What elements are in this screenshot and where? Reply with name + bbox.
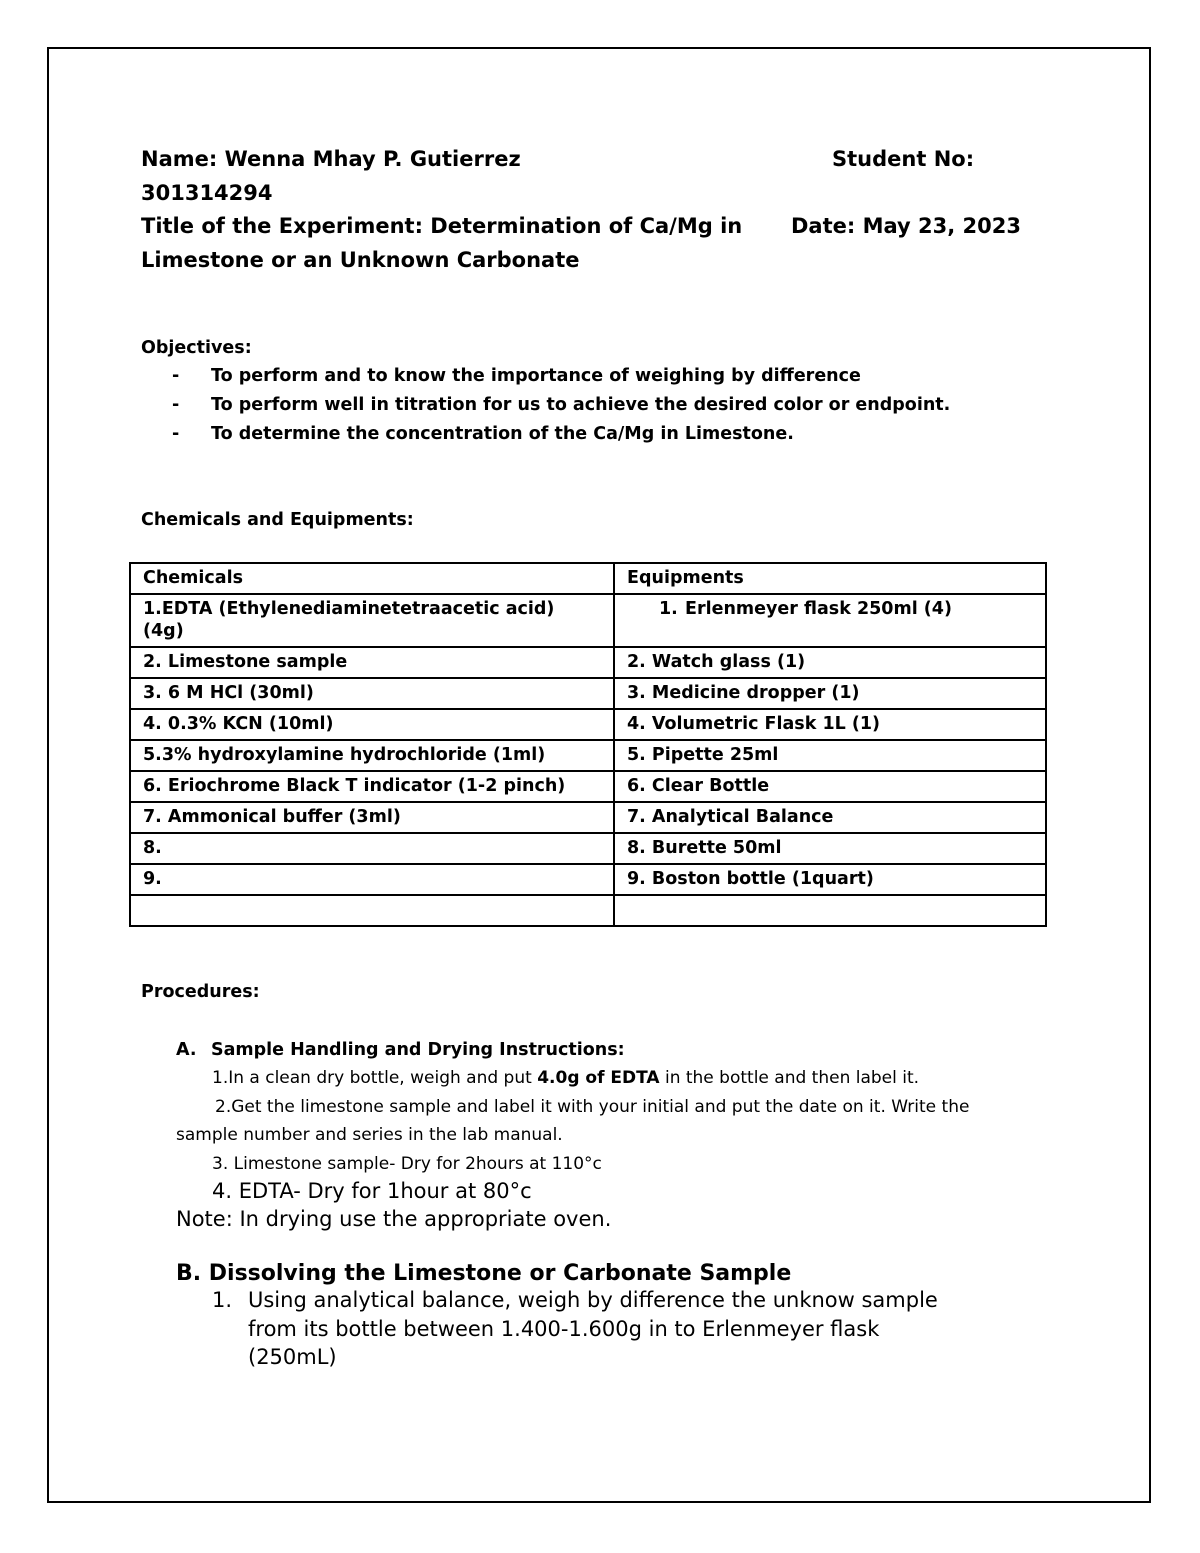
- chemical-cell: 3. 6 M HCl (30ml): [130, 678, 614, 709]
- table-row: [130, 678, 1046, 709]
- student-no-value: 301314294: [141, 181, 273, 205]
- col-chemicals: Chemicals: [130, 563, 614, 594]
- equipment-text: Erlenmeyer flask 250ml (4): [685, 599, 952, 619]
- table-row: [130, 740, 1046, 771]
- equipment-cell: [614, 594, 1046, 647]
- experiment-title-cont: Limestone or an Unknown Carbonate: [141, 248, 580, 272]
- chemical-cell: 2. Limestone sample: [130, 647, 614, 678]
- experiment-title: Title of the Experiment: Determination of Ca/Mg in: [141, 214, 743, 238]
- objective-item: To determine the concentration of the Ca/Mg in Limestone.: [211, 424, 794, 444]
- student-no-label: Student No:: [832, 147, 975, 171]
- table-row: [130, 594, 1046, 647]
- chemical-cell: [130, 895, 614, 926]
- objectives-heading: Objectives:: [141, 338, 252, 358]
- table-row: [130, 647, 1046, 678]
- section-a-step3: 3. Limestone sample- Dry for 2hours at 110°c: [212, 1154, 602, 1174]
- step1-bold-text: 4.0g of EDTA: [537, 1068, 660, 1088]
- table-row: [130, 864, 1046, 895]
- table-row: [130, 771, 1046, 802]
- equipment-cell: [614, 895, 1046, 926]
- table-row: [130, 802, 1046, 833]
- section-a-title: Sample Handling and Drying Instructions:: [211, 1040, 625, 1060]
- section-b-step1: Using analytical balance, weigh by difference the unknow sample: [248, 1288, 938, 1312]
- objective-item: To perform and to know the importance of weighing by difference: [211, 366, 861, 386]
- chemical-text: 1.EDTA (Ethylenediaminetetraacetic acid): [143, 599, 555, 619]
- equipment-cell: 2. Watch glass (1): [614, 647, 1046, 678]
- section-a-step2-cont: sample number and series in the lab manual.: [176, 1125, 563, 1145]
- chemical-text-cont: (4g): [143, 621, 184, 641]
- drying-note: Note: In drying use the appropriate oven.: [176, 1207, 612, 1231]
- section-b-step1-cont: from its bottle between 1.400-1.600g in to Erlenmeyer flask: [248, 1317, 880, 1341]
- col-equipments: Equipments: [614, 563, 1046, 594]
- equipment-cell: 5. Pipette 25ml: [614, 740, 1046, 771]
- chemical-cell: 8.: [130, 833, 614, 864]
- bullet-dash: -: [172, 424, 180, 444]
- section-a-step4: 4. EDTA- Dry for 1hour at 80°c: [212, 1179, 532, 1203]
- section-a-step2: 2.Get the limestone sample and label it with your initial and put the date on it. Write the: [215, 1097, 970, 1117]
- equipment-cell: 4. Volumetric Flask 1L (1): [614, 709, 1046, 740]
- section-a-step1: [212, 1068, 919, 1088]
- objective-item: To perform well in titration for us to achieve the desired color or endpoint.: [211, 395, 951, 415]
- chemical-cell: 5.3% hydroxylamine hydrochloride (1ml): [130, 740, 614, 771]
- student-name: Name: Wenna Mhay P. Gutierrez: [141, 147, 521, 171]
- materials-heading: Chemicals and Equipments:: [141, 510, 414, 530]
- chemical-cell: 6. Eriochrome Black T indicator (1-2 pinch): [130, 771, 614, 802]
- equipment-cell: 9. Boston bottle (1quart): [614, 864, 1046, 895]
- chemical-cell: 4. 0.3% KCN (10ml): [130, 709, 614, 740]
- experiment-date: Date: May 23, 2023: [791, 214, 1021, 238]
- bullet-dash: -: [172, 395, 180, 415]
- equipment-cell: 3. Medicine dropper (1): [614, 678, 1046, 709]
- table-row: [130, 833, 1046, 864]
- section-a-letter: A.: [176, 1040, 197, 1060]
- section-b-step1-number: 1.: [212, 1288, 233, 1312]
- table-header-row: [130, 563, 1046, 594]
- equipment-cell: 6. Clear Bottle: [614, 771, 1046, 802]
- section-b-step1-cont2: (250mL): [248, 1345, 337, 1369]
- chemical-cell: 9.: [130, 864, 614, 895]
- equipment-cell: 7. Analytical Balance: [614, 802, 1046, 833]
- chemical-cell: [130, 594, 614, 647]
- step1-text-end: in the bottle and then label it.: [659, 1068, 920, 1088]
- materials-table: [129, 562, 1047, 927]
- chemical-cell: 7. Ammonical buffer (3ml): [130, 802, 614, 833]
- equipment-cell: 8. Burette 50ml: [614, 833, 1046, 864]
- table-row: [130, 895, 1046, 926]
- procedures-heading: Procedures:: [141, 982, 260, 1002]
- step1-text: 1.In a clean dry bottle, weigh and put: [212, 1068, 538, 1088]
- section-b-title: B. Dissolving the Limestone or Carbonate Sample: [176, 1261, 792, 1286]
- bullet-dash: -: [172, 366, 180, 386]
- equipment-number: 1.: [659, 599, 678, 619]
- table-row: [130, 709, 1046, 740]
